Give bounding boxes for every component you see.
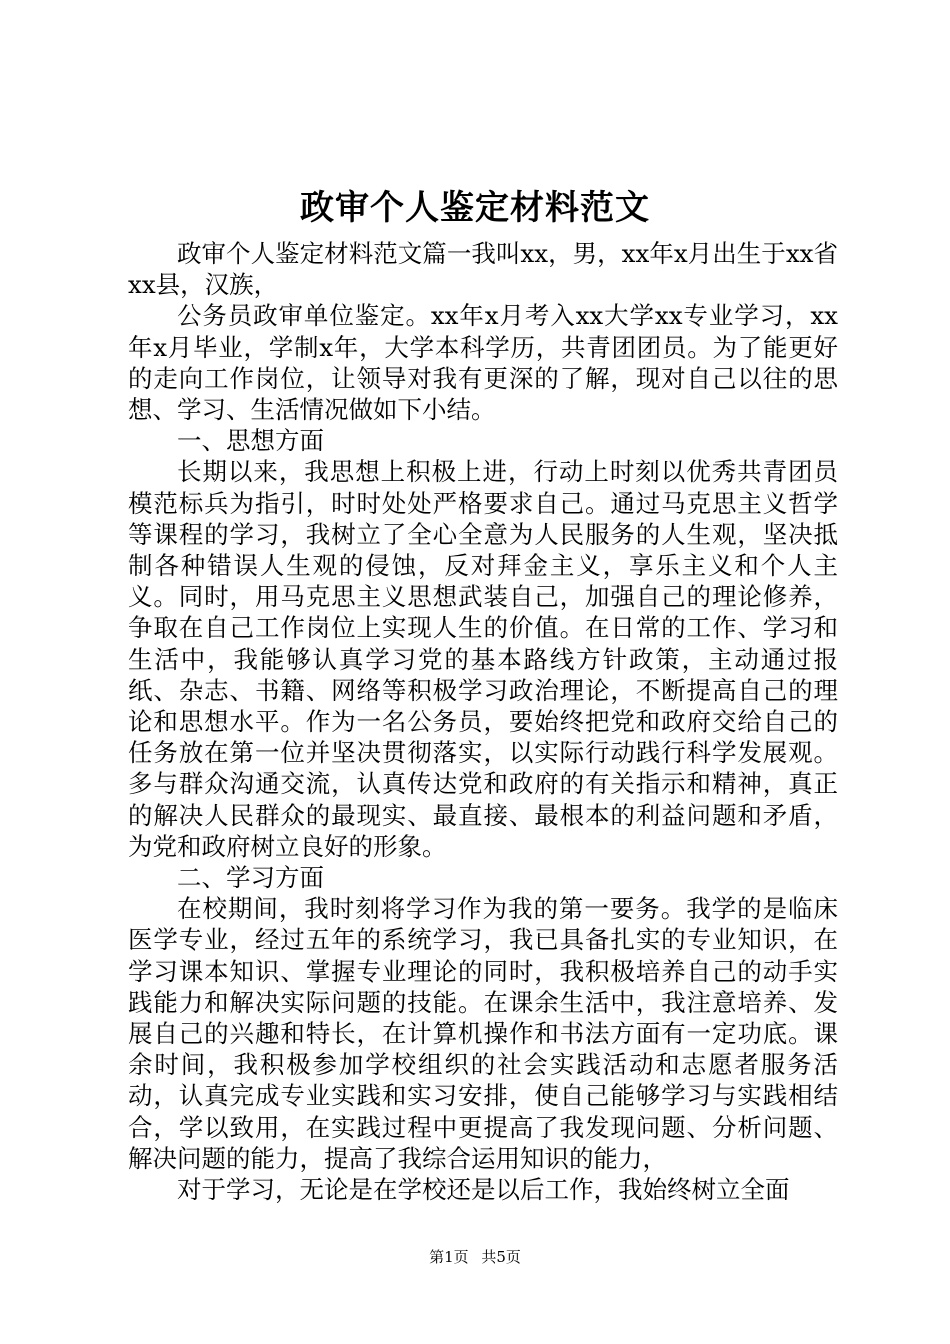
- paragraph-study: 在校期间，我时刻将学习作为我的第一要务。我学的是临床医学专业，经过五年的系统学习，我已具备扎实的专业知识，在学习课本知识、掌握专业理论的同时，我积极培养自己的动手实践能力和解决实际问题的技能。在课余生活中，我注意培养、发展自己的兴趣和特长，在计算机操作和书法方面有一定功底。课余时间，我积极参加学校组织的社会实践活动和志愿者服务活动，认真完成专业实践和实习安排，使自己能够学习与实践相结合，学以致用，在实践过程中更提高了我发现问题、分析问题、解决问题的能力，提高了我综合运用知识的能力，: [128, 894, 838, 1173]
- section-heading-thought: 一、思想方面: [177, 426, 324, 456]
- page-number-current: 第1页: [429, 1248, 469, 1266]
- document-title: 政审个人鉴定材料范文: [300, 188, 650, 228]
- paragraph-intro: 政审个人鉴定材料范文篇一我叫xx，男，xx年x月出生于xx省xx县，汉族，: [128, 239, 838, 300]
- section-heading-study: 二、学习方面: [177, 863, 324, 893]
- document-body: [128, 238, 838, 1205]
- page-number-total: 共5页: [481, 1248, 521, 1266]
- paragraph-study-continued: 对于学习，无论是在学校还是以后工作，我始终树立全面: [177, 1175, 790, 1205]
- paragraph-background: 公务员政审单位鉴定。xx年x月考入xx大学xx专业学习，xx年x月毕业，学制x年，大学本科学历，共青团团员。为了能更好的走向工作岗位，让领导对我有更深的了解，现对自己以往的思想、学习、生活情况做如下小结。: [128, 301, 838, 425]
- paragraph-thought: 长期以来，我思想上积极上进，行动上时刻以优秀共青团员模范标兵为指引，时时处处严格要求自己。通过马克思主义哲学等课程的学习，我树立了全心全意为人民服务的人生观，坚决抵制各种错误人生观的侵蚀，反对拜金主义，享乐主义和个人主义。同时，用马克思主义思想武装自己，加强自己的理论修养，争取在自己工作岗位上实现人生的价值。在日常的工作、学习和生活中，我能够认真学习党的基本路线方针政策，主动通过报纸、杂志、书籍、网络等积极学习政治理论，不断提高自己的理论和思想水平。作为一名公务员，要始终把党和政府交给自己的任务放在第一位并坚决贯彻落实，以实际行动践行科学发展观。多与群众沟通交流，认真传达党和政府的有关指示和精神，真正的解决人民群众的最现实、最直接、最根本的利益问题和矛盾，为党和政府树立良好的形象。: [128, 457, 838, 861]
- page-footer: [0, 1247, 950, 1267]
